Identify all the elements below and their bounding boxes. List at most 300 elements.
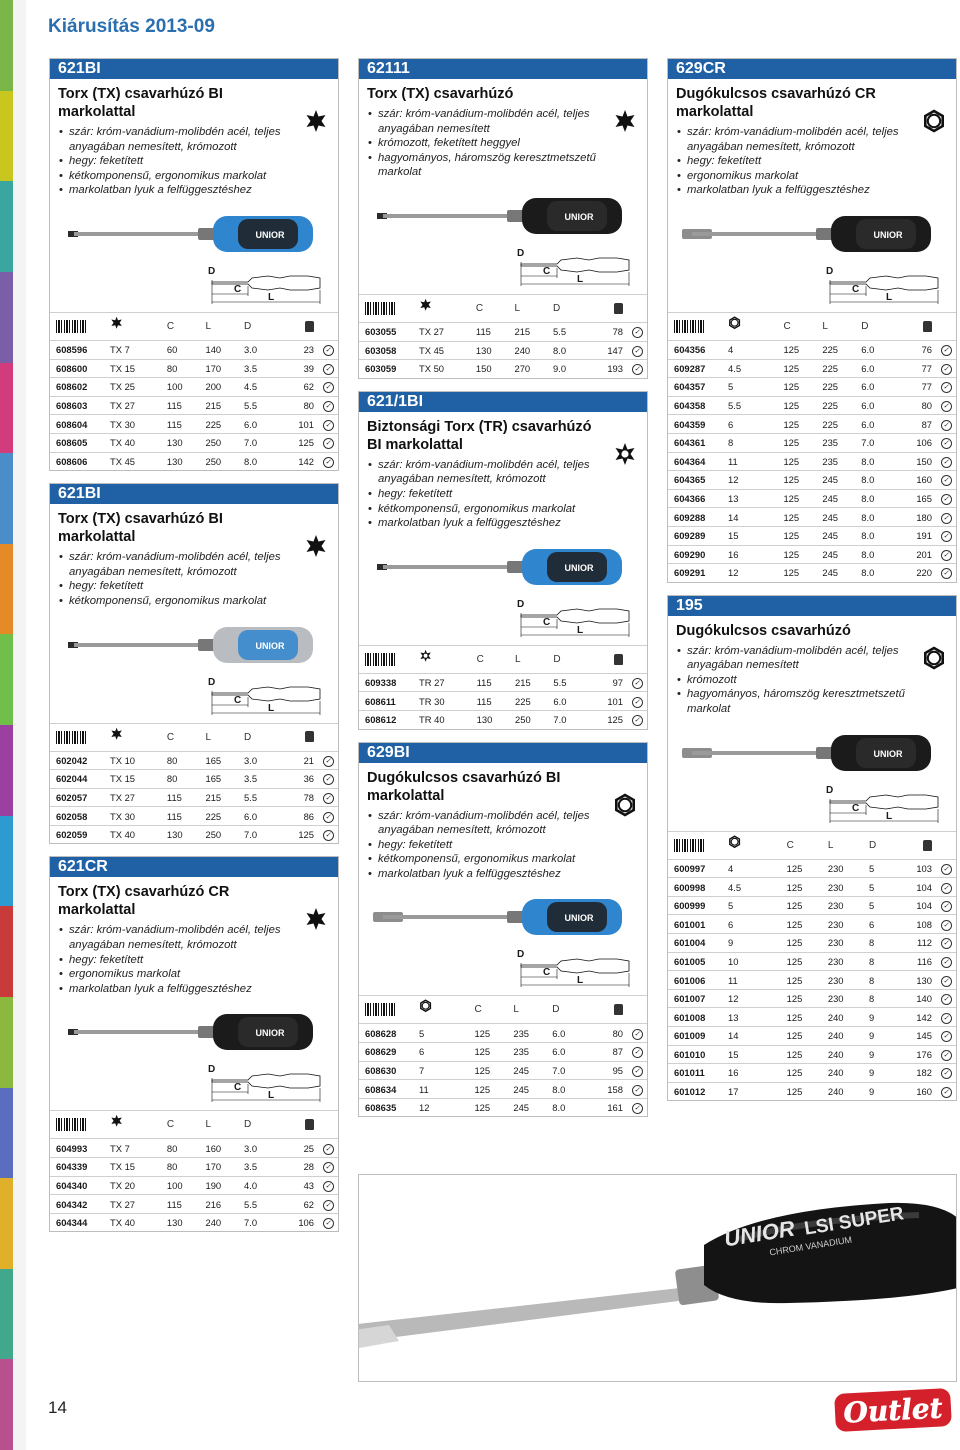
weight: 161: [584, 1098, 627, 1116]
dimension-c: 130: [165, 825, 204, 843]
dimension-l: 225: [513, 692, 551, 711]
dimension-c: 115: [165, 788, 204, 807]
product-code: 608628: [359, 1024, 417, 1043]
feature-item: • krómozott, feketített heggyel: [367, 136, 639, 151]
feature-item: • markolatban lyuk a felfüggesztéshez: [58, 183, 330, 198]
feature-item: • markolatban lyuk a felfüggesztéshez: [676, 183, 948, 198]
size: 6: [726, 415, 781, 434]
feature-item: • kétkomponensű, ergonomikus markolat: [58, 169, 330, 184]
section-title: Torx (TX) csavarhúzó CR markolattal: [58, 884, 230, 919]
dimension-c: 125: [781, 471, 820, 490]
weight: 106: [893, 433, 936, 452]
strip-segment: [0, 91, 13, 182]
table-row: [668, 359, 956, 378]
table-row: [668, 1027, 956, 1046]
dimension-c: 125: [781, 526, 820, 545]
table-header-row: [50, 1111, 338, 1139]
dimension-c: 130: [165, 452, 204, 470]
table-row: [359, 322, 647, 341]
check-icon: ✓: [318, 807, 338, 826]
size: 13: [726, 1008, 785, 1027]
check-icon: ✓: [627, 1080, 647, 1099]
dimension-d: 9: [867, 1045, 891, 1064]
weight: 36: [275, 770, 318, 789]
section-body: [50, 877, 338, 1110]
dimension-c: 80: [165, 1139, 204, 1158]
dimension-l: 230: [826, 878, 867, 897]
product-code: 600998: [668, 878, 726, 897]
header-spacer: [318, 312, 338, 340]
size: TX 27: [417, 322, 474, 341]
check-icon: ✓: [936, 359, 956, 378]
weight: 108: [891, 915, 936, 934]
product-code: 603059: [359, 360, 417, 378]
dimension-d: 8.0: [859, 564, 893, 582]
dimension-c: 130: [165, 1213, 204, 1231]
feature-item: • hagyományos, háromszög keresztmetszetű markolat: [676, 687, 948, 716]
screwdriver-image: [367, 186, 639, 244]
weight: 77: [893, 378, 936, 397]
dimension-l: 216: [203, 1195, 242, 1214]
table-row: [50, 1176, 338, 1195]
check-icon: ✓: [936, 471, 956, 490]
weight: 87: [893, 415, 936, 434]
check-icon: ✓: [936, 1064, 956, 1083]
feature-item: • hegy: feketített: [58, 579, 330, 594]
barcode-icon: [50, 312, 108, 340]
table-row: [668, 564, 956, 582]
weight: 80: [275, 396, 318, 415]
weight: 125: [275, 825, 318, 843]
dimension-d: 8.0: [859, 508, 893, 527]
table-row: [50, 1139, 338, 1158]
size: 13: [726, 489, 781, 508]
table-row: [668, 915, 956, 934]
dimension-diagram: [367, 599, 639, 641]
product-code: 604361: [668, 433, 726, 452]
strip-segment: [0, 634, 13, 725]
dimension-c: 115: [165, 807, 204, 826]
product-table: [50, 723, 338, 844]
size: TX 27: [108, 1195, 165, 1214]
feature-list: [676, 644, 948, 717]
dimension-c: 130: [474, 341, 513, 360]
table-row: [359, 1043, 647, 1062]
dimension-c: 125: [785, 934, 826, 953]
table-row: [50, 378, 338, 397]
product-section-621cr: [49, 856, 339, 1232]
torx-icon: [417, 294, 474, 322]
size: TR 40: [417, 710, 475, 728]
product-code: 601005: [668, 952, 726, 971]
dimension-label-d: D: [517, 949, 525, 961]
size: 4: [726, 340, 781, 359]
table-row: [668, 489, 956, 508]
table-header-row: [668, 312, 956, 340]
dimension-l: 245: [820, 526, 859, 545]
dimension-d: 5.5: [242, 396, 275, 415]
dimension-l: 170: [203, 1158, 242, 1177]
section-title: Torx (TX) csavarhúzó BI markolattal: [58, 86, 223, 120]
table-header-l: L: [820, 312, 859, 340]
dimension-diagram: [367, 949, 639, 991]
dimension-c: 125: [785, 878, 826, 897]
dimension-d: 8.0: [859, 471, 893, 490]
size: TX 27: [108, 396, 165, 415]
size: 16: [726, 545, 781, 564]
dimension-l: 165: [203, 751, 242, 770]
weight: 104: [891, 878, 936, 897]
product-code: 608605: [50, 433, 108, 452]
check-icon: ✓: [627, 1024, 647, 1043]
torx-icon: [108, 1111, 165, 1139]
dimension-c: 115: [165, 1195, 204, 1214]
dimension-d: 3.0: [242, 1139, 275, 1158]
feature-list: [367, 458, 639, 531]
product-code: 609289: [668, 526, 726, 545]
screwdriver-image: [676, 723, 948, 781]
screwdriver-image: [58, 204, 330, 262]
dimension-d: 5.5: [242, 1195, 275, 1214]
dimension-diagram: [58, 266, 330, 308]
size: TX 45: [108, 452, 165, 470]
dimension-c: 125: [472, 1043, 511, 1062]
dimension-d: 7.0: [242, 825, 275, 843]
table-row: [668, 526, 956, 545]
dimension-l: 240: [826, 1008, 867, 1027]
weight: 78: [275, 788, 318, 807]
weight: 80: [584, 1024, 627, 1043]
weight: 160: [893, 471, 936, 490]
product-code: 604356: [668, 340, 726, 359]
section-body: [359, 79, 647, 294]
check-icon: ✓: [936, 415, 956, 434]
feature-list: [58, 125, 330, 198]
table-row: [50, 807, 338, 826]
table-row: [668, 396, 956, 415]
section-code: 621/1BI: [359, 392, 647, 412]
feature-item: • krómozott: [676, 673, 948, 688]
check-icon: ✓: [936, 989, 956, 1008]
section-body: [668, 79, 956, 312]
product-code: 604993: [50, 1139, 108, 1158]
dimension-c: 125: [781, 433, 820, 452]
dimension-c: 115: [475, 673, 513, 692]
weight-icon: [585, 645, 627, 673]
barcode-icon: [668, 312, 726, 340]
weight: 101: [275, 415, 318, 434]
section-code: 629BI: [359, 743, 647, 763]
product-code: 604357: [668, 378, 726, 397]
screwdriver-image: [367, 887, 639, 945]
size: TX 50: [417, 360, 474, 378]
product-code: 608612: [359, 710, 417, 728]
dimension-label-l: L: [268, 291, 275, 303]
dimension-c: 100: [165, 378, 204, 397]
dimension-label-c: C: [543, 265, 551, 277]
table-row: [50, 340, 338, 359]
dimension-label-c: C: [234, 694, 242, 706]
size: TX 15: [108, 359, 165, 378]
dimension-d: 8.0: [859, 489, 893, 508]
table-row: [668, 433, 956, 452]
product-code: 601007: [668, 989, 726, 1008]
check-icon: ✓: [318, 1213, 338, 1231]
dimension-label-c: C: [234, 1082, 242, 1094]
product-code: 601004: [668, 934, 726, 953]
table-header-row: [359, 294, 647, 322]
dimension-c: 125: [785, 989, 826, 1008]
dimension-l: 245: [511, 1098, 550, 1116]
dimension-c: 125: [781, 396, 820, 415]
table-row: [359, 692, 647, 711]
dimension-label-d: D: [517, 598, 525, 610]
check-icon: ✓: [936, 433, 956, 452]
feature-item: • szár: króm-vanádium-molibdén acél, teljes anyagában nemesített, krómozott: [367, 809, 639, 838]
dimension-l: 245: [511, 1061, 550, 1080]
screwdriver-image: [58, 615, 330, 673]
table-row: [668, 859, 956, 878]
left-color-strip: [0, 0, 26, 1450]
check-icon: ✓: [627, 1061, 647, 1080]
table-header-c: C: [785, 831, 826, 859]
check-icon: ✓: [627, 673, 647, 692]
dimension-c: 125: [472, 1061, 511, 1080]
table-row: [359, 1080, 647, 1099]
dimension-label-l: L: [577, 273, 584, 285]
dimension-l: 225: [203, 807, 242, 826]
weight: 21: [275, 751, 318, 770]
header-spacer: [936, 831, 956, 859]
table-header-d: D: [867, 831, 891, 859]
dimension-d: 9: [867, 1008, 891, 1027]
barcode-icon: [359, 294, 417, 322]
table-row: [668, 989, 956, 1008]
dimension-d: 6: [867, 915, 891, 934]
size: 4.5: [726, 359, 781, 378]
table-row: [668, 545, 956, 564]
product-code: 601010: [668, 1045, 726, 1064]
product-code: 604342: [50, 1195, 108, 1214]
section-title: Dugókulcsos csavarhúzó BI markolattal: [367, 769, 561, 804]
dimension-d: 6.0: [859, 378, 893, 397]
dimension-d: 8: [867, 934, 891, 953]
weight: 125: [585, 710, 627, 728]
product-code: 600997: [668, 859, 726, 878]
table-row: [359, 341, 647, 360]
column-1: [49, 58, 339, 1244]
header-spacer: [627, 645, 647, 673]
weight: 150: [893, 452, 936, 471]
table-row: [50, 452, 338, 470]
dimension-d: 6.0: [859, 415, 893, 434]
svg-text:UNIOR: UNIOR: [564, 913, 594, 924]
size: 5: [417, 1024, 472, 1043]
size: 16: [726, 1064, 785, 1083]
check-icon: ✓: [936, 1045, 956, 1064]
weight: 160: [891, 1082, 936, 1100]
dimension-l: 240: [826, 1064, 867, 1083]
torx-icon: [108, 723, 165, 751]
table-row: [50, 751, 338, 770]
table-row: [359, 360, 647, 378]
check-icon: ✓: [318, 1158, 338, 1177]
table-header-c: C: [781, 312, 820, 340]
weight: 62: [275, 1195, 318, 1214]
size: 10: [726, 952, 785, 971]
section-title: Biztonsági Torx (TR) csavarhúzó BI markolattal: [367, 418, 592, 453]
socket-drive-icon: [726, 312, 781, 340]
size: TR 27: [417, 673, 475, 692]
feature-item: • ergonomikus markolat: [676, 169, 948, 184]
weight: 201: [893, 545, 936, 564]
table-header-d: D: [242, 312, 275, 340]
dimension-l: 230: [826, 896, 867, 915]
weight: 182: [891, 1064, 936, 1083]
size: TX 45: [417, 341, 474, 360]
check-icon: ✓: [936, 915, 956, 934]
dimension-c: 80: [165, 1158, 204, 1177]
dimension-l: 235: [511, 1043, 550, 1062]
strip-segment: [0, 1178, 13, 1269]
dimension-d: 7.0: [550, 1061, 584, 1080]
dimension-c: 125: [785, 1027, 826, 1046]
check-icon: ✓: [936, 508, 956, 527]
table-row: [668, 1008, 956, 1027]
section-code: 629CR: [668, 59, 956, 79]
dimension-l: 230: [826, 971, 867, 990]
product-photo: [358, 1174, 957, 1382]
dimension-d: 4.0: [242, 1176, 275, 1195]
feature-item: • szár: króm-vanádium-molibdén acél, teljes anyagában nemesített, krómozott: [58, 923, 330, 952]
product-table: [50, 1110, 338, 1231]
dimension-diagram: [676, 785, 948, 827]
dimension-c: 125: [781, 564, 820, 582]
strip-segment: [0, 272, 13, 363]
dimension-d: 6.0: [551, 692, 584, 711]
check-icon: ✓: [627, 692, 647, 711]
table-row: [359, 1061, 647, 1080]
product-code: 603055: [359, 322, 417, 341]
svg-text:UNIOR: UNIOR: [873, 748, 903, 759]
dimension-d: 4.5: [242, 378, 275, 397]
dimension-l: 230: [826, 859, 867, 878]
dimension-l: 245: [820, 564, 859, 582]
check-icon: ✓: [936, 396, 956, 415]
check-icon: ✓: [936, 971, 956, 990]
dimension-c: 80: [165, 359, 204, 378]
dimension-diagram: [58, 677, 330, 719]
size: TX 25: [108, 378, 165, 397]
dimension-label-l: L: [886, 810, 893, 822]
weight: 80: [893, 396, 936, 415]
size: 12: [726, 564, 781, 582]
dimension-l: 245: [820, 471, 859, 490]
weight: 39: [275, 359, 318, 378]
size: 6: [417, 1043, 472, 1062]
product-code: 602042: [50, 751, 108, 770]
product-code: 608611: [359, 692, 417, 711]
dimension-l: 215: [203, 788, 242, 807]
size: TX 30: [108, 415, 165, 434]
table-row: [668, 340, 956, 359]
strip-segment: [0, 0, 13, 91]
dimension-l: 215: [513, 673, 551, 692]
weight: 191: [893, 526, 936, 545]
table-row: [50, 770, 338, 789]
table-header-l: L: [512, 294, 551, 322]
table-row: [668, 896, 956, 915]
table-header-row: [50, 312, 338, 340]
barcode-icon: [50, 1111, 108, 1139]
product-code: 603058: [359, 341, 417, 360]
table-row: [668, 452, 956, 471]
dimension-d: 6.0: [550, 1043, 584, 1062]
table-row: [50, 433, 338, 452]
product-code: 609287: [668, 359, 726, 378]
dimension-c: 125: [472, 1098, 511, 1116]
product-code: 602044: [50, 770, 108, 789]
dimension-c: 125: [781, 508, 820, 527]
dimension-label-c: C: [543, 967, 551, 979]
dimension-d: 5.5: [551, 673, 584, 692]
header-spacer: [318, 723, 338, 751]
outlet-logo-text: Outlet: [842, 1391, 944, 1430]
size: 12: [726, 989, 785, 1008]
table-header-l: L: [203, 723, 242, 751]
weight: 176: [891, 1045, 936, 1064]
dimension-l: 245: [820, 489, 859, 508]
product-code: 604365: [668, 471, 726, 490]
product-code: 601006: [668, 971, 726, 990]
check-icon: ✓: [936, 952, 956, 971]
size: 6: [726, 915, 785, 934]
weight-icon: [275, 1111, 318, 1139]
dimension-l: 250: [203, 452, 242, 470]
dimension-label-c: C: [234, 283, 242, 295]
feature-item: • markolatban lyuk a felfüggesztéshez: [367, 867, 639, 882]
weight-icon: [275, 312, 318, 340]
dimension-d: 6.0: [242, 807, 275, 826]
dimension-c: 115: [165, 396, 204, 415]
dimension-c: 80: [165, 770, 204, 789]
dimension-c: 125: [785, 859, 826, 878]
weight: 142: [891, 1008, 936, 1027]
weight: 220: [893, 564, 936, 582]
column-2: [358, 58, 648, 1129]
dimension-l: 235: [511, 1024, 550, 1043]
dimension-d: 5: [867, 896, 891, 915]
weight: 95: [584, 1061, 627, 1080]
dimension-diagram: [676, 266, 948, 308]
tamper-torx-icon: [417, 645, 475, 673]
dimension-l: 225: [820, 396, 859, 415]
table-row: [668, 1064, 956, 1083]
product-code: 601011: [668, 1064, 726, 1083]
size: 15: [726, 526, 781, 545]
dimension-c: 125: [781, 415, 820, 434]
feature-item: • szár: króm-vanádium-molibdén acél, teljes anyagában nemesített, krómozott: [367, 458, 639, 487]
weight: 145: [891, 1027, 936, 1046]
size: 7: [417, 1061, 472, 1080]
check-icon: ✓: [318, 396, 338, 415]
table-row: [50, 788, 338, 807]
socket-drive-icon: [726, 831, 785, 859]
size: 8: [726, 433, 781, 452]
table-header-row: [668, 831, 956, 859]
dimension-c: 115: [474, 322, 513, 341]
column-3: [667, 58, 957, 1113]
